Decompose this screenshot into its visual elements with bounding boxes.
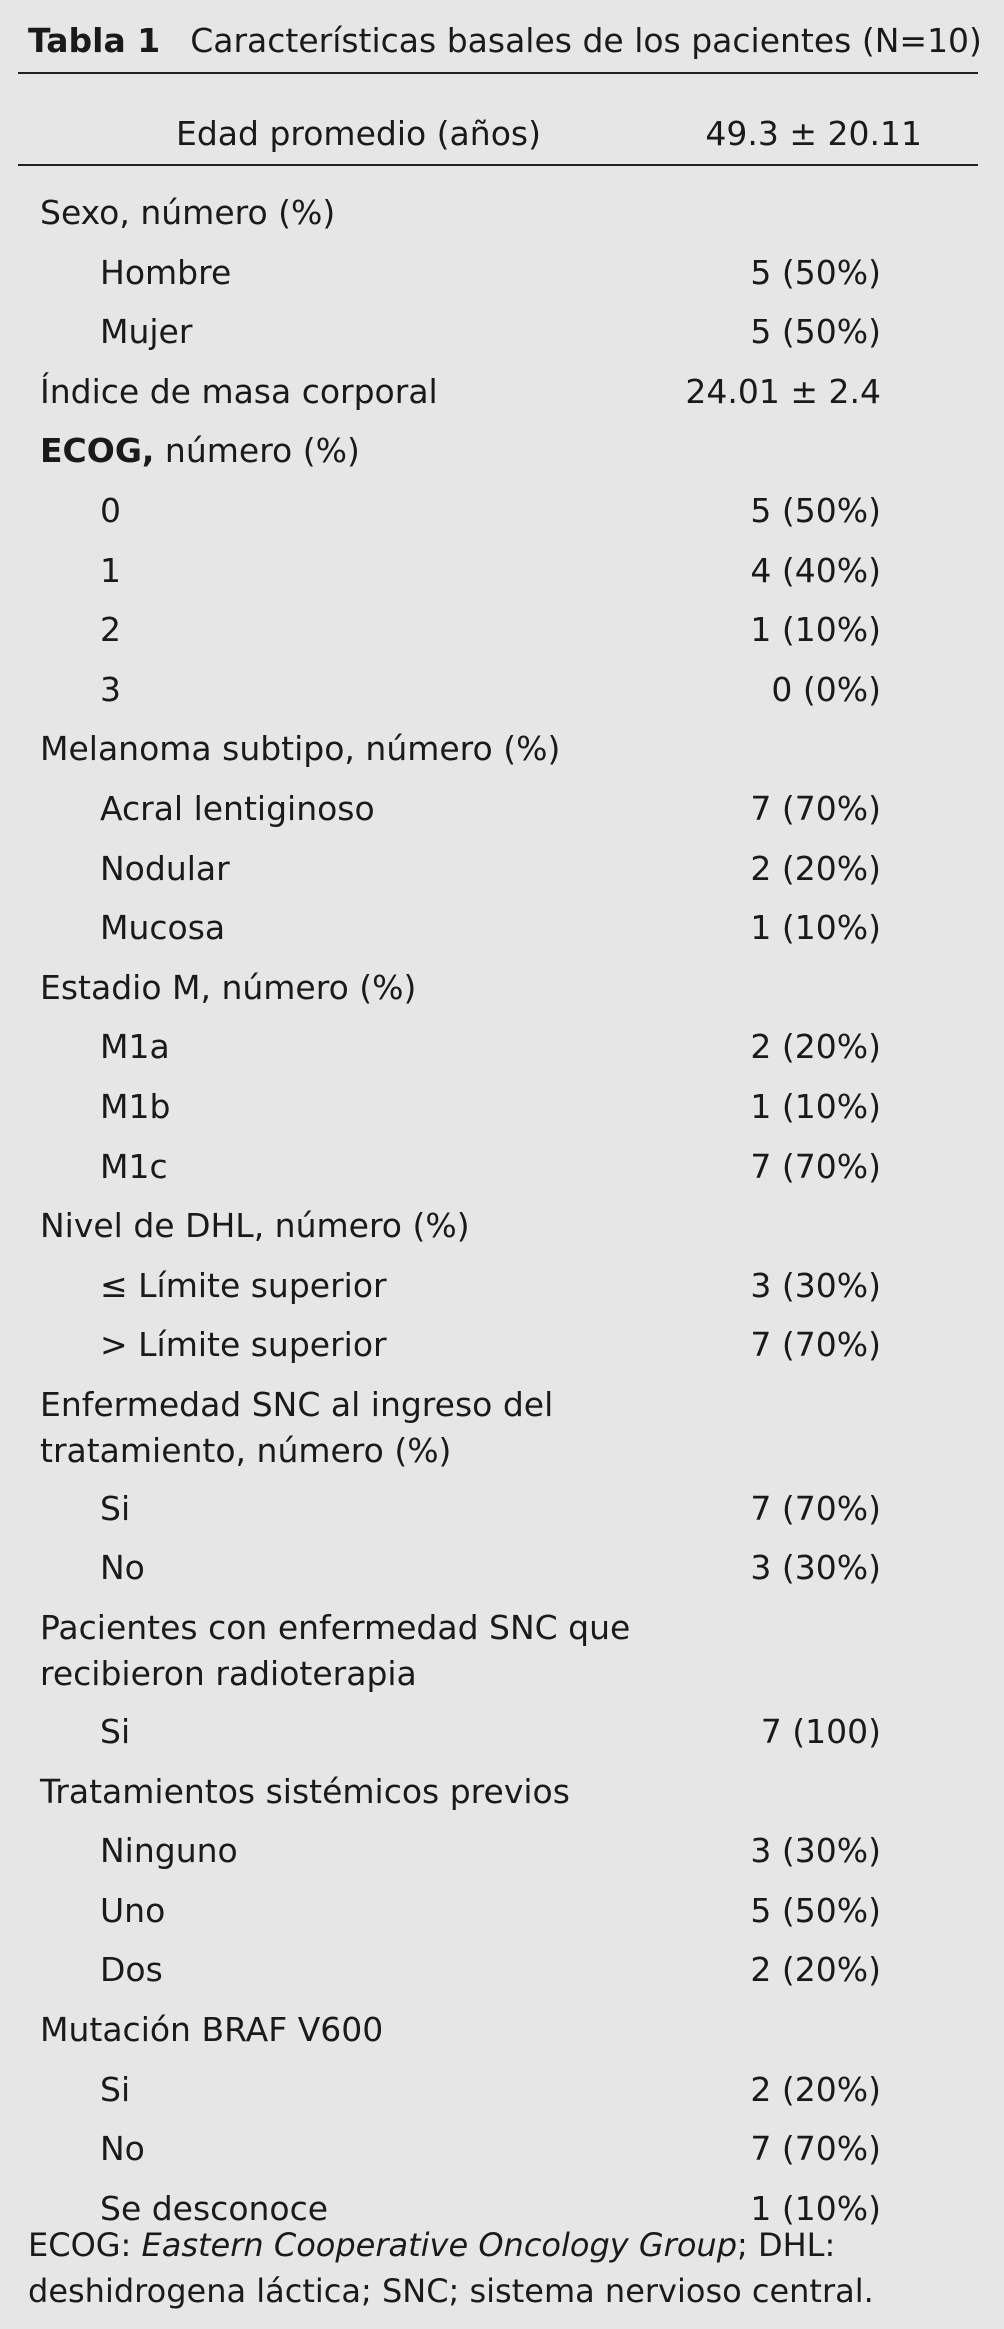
row-value: 0 (0%) (771, 669, 881, 709)
row-label: ECOG, número (%) (40, 431, 360, 471)
row-label: ≤ Límite superior (100, 1265, 387, 1305)
table-row (0, 718, 1004, 778)
header-value: 49.3 ± 20.11 (705, 114, 922, 153)
row-value: 5 (50%) (750, 312, 881, 352)
table-row (0, 1374, 1004, 1478)
table-row (0, 242, 1004, 302)
table-row (0, 838, 1004, 898)
table-row (0, 659, 1004, 719)
table-label: Tabla 1 (28, 21, 161, 60)
row-label: Si (100, 2069, 131, 2109)
ecog-lead: ECOG, (40, 431, 155, 471)
footnote-part-1: ECOG: (28, 2226, 142, 2264)
table-row (0, 1880, 1004, 1940)
header-rule (18, 164, 978, 166)
row-value: 2 (20%) (750, 1027, 881, 1067)
row-value: 1 (10%) (750, 610, 881, 650)
table-row (0, 1016, 1004, 1076)
table-row (0, 1939, 1004, 1999)
row-value: 3 (30%) (750, 1265, 881, 1305)
table-row (0, 1537, 1004, 1597)
table-row (0, 778, 1004, 838)
row-label: Nodular (100, 848, 230, 888)
row-value: 2 (20%) (750, 1950, 881, 1990)
table-row (0, 897, 1004, 957)
row-label: Si (100, 1712, 131, 1752)
row-label: Nivel de DHL, número (%) (40, 1206, 470, 1246)
row-value: 2 (20%) (750, 2069, 881, 2109)
row-value: 7 (70%) (750, 2129, 881, 2169)
row-label: Ninguno (100, 1831, 238, 1871)
table-row (0, 420, 1004, 480)
row-label: Estadio M, número (%) (40, 967, 417, 1007)
row-label: 2 (100, 610, 121, 650)
row-value: 3 (30%) (750, 1548, 881, 1588)
row-value: 1 (10%) (750, 2188, 881, 2228)
row-label: Índice de masa corporal (40, 371, 438, 411)
table-row (0, 480, 1004, 540)
row-label: Hombre (100, 252, 232, 292)
table-footnote (28, 2222, 978, 2314)
table-row (0, 540, 1004, 600)
top-rule (18, 72, 978, 74)
row-value: 5 (50%) (750, 1890, 881, 1930)
table-row (0, 1314, 1004, 1374)
table-row (0, 957, 1004, 1017)
table-row (0, 2118, 1004, 2178)
row-label: Se desconoce (100, 2188, 329, 2228)
row-label: 0 (100, 490, 121, 530)
row-value: 7 (70%) (750, 1146, 881, 1186)
table-header-row (18, 100, 978, 166)
row-label: Mujer (100, 312, 193, 352)
row-label: Mutación BRAF V600 (40, 2010, 384, 2050)
row-label: Dos (100, 1950, 163, 1990)
table-title: Características basales de los pacientes (N=10) (190, 21, 982, 60)
row-label: M1b (100, 1086, 171, 1126)
table-row (0, 1076, 1004, 1136)
table-row (0, 599, 1004, 659)
row-label: No (100, 1548, 145, 1588)
row-label: M1a (100, 1027, 170, 1067)
table-row (0, 361, 1004, 421)
row-value: 1 (10%) (750, 908, 881, 948)
row-label: Acral lentiginoso (100, 788, 375, 828)
row-label: Mucosa (100, 908, 226, 948)
row-label: Si (100, 1488, 131, 1528)
row-value: 24.01 ± 2.4 (685, 371, 881, 411)
row-label: Melanoma subtipo, número (%) (40, 729, 561, 769)
table-row (0, 1478, 1004, 1538)
table-row (0, 1701, 1004, 1761)
row-value: 1 (10%) (750, 1086, 881, 1126)
table-row (0, 1999, 1004, 2059)
table-row (0, 1195, 1004, 1255)
header-label: Edad promedio (años) (176, 114, 541, 153)
row-value: 4 (40%) (750, 550, 881, 590)
table-row (0, 1597, 1004, 1701)
table-row (0, 1136, 1004, 1196)
table-body (0, 182, 1004, 2237)
table-row (0, 1761, 1004, 1821)
row-value: 5 (50%) (750, 252, 881, 292)
table-caption (28, 14, 982, 68)
row-label: 1 (100, 550, 121, 590)
row-value: 7 (70%) (750, 1325, 881, 1365)
row-label: Pacientes con enfermedad SNC que recibieron radioterapia (40, 1608, 631, 1694)
table-row (0, 1255, 1004, 1315)
row-value: 5 (50%) (750, 490, 881, 530)
row-value: 3 (30%) (750, 1831, 881, 1871)
row-label: Enfermedad SNC al ingreso del tratamiento, número (%) (40, 1384, 554, 1470)
row-value: 7 (100) (760, 1712, 881, 1752)
footnote-part-2: Eastern Cooperative Oncology Group (141, 2226, 737, 2264)
table-row (0, 2059, 1004, 2119)
footnote-part-3: ; DHL: deshidrogena láctica; SNC; sistema nervioso central. (28, 2226, 874, 2310)
row-label: 3 (100, 669, 121, 709)
row-value: 7 (70%) (750, 788, 881, 828)
row-label: M1c (100, 1146, 168, 1186)
row-label: No (100, 2129, 145, 2169)
row-label: Tratamientos sistémicos previos (40, 1771, 570, 1811)
row-label: Sexo, número (%) (40, 193, 336, 232)
row-value: 7 (70%) (750, 1488, 881, 1528)
row-label: > Límite superior (100, 1325, 387, 1365)
table-row (0, 182, 1004, 242)
table-row (0, 301, 1004, 361)
table-row (0, 1820, 1004, 1880)
row-label: Uno (100, 1890, 166, 1930)
row-value: 2 (20%) (750, 848, 881, 888)
